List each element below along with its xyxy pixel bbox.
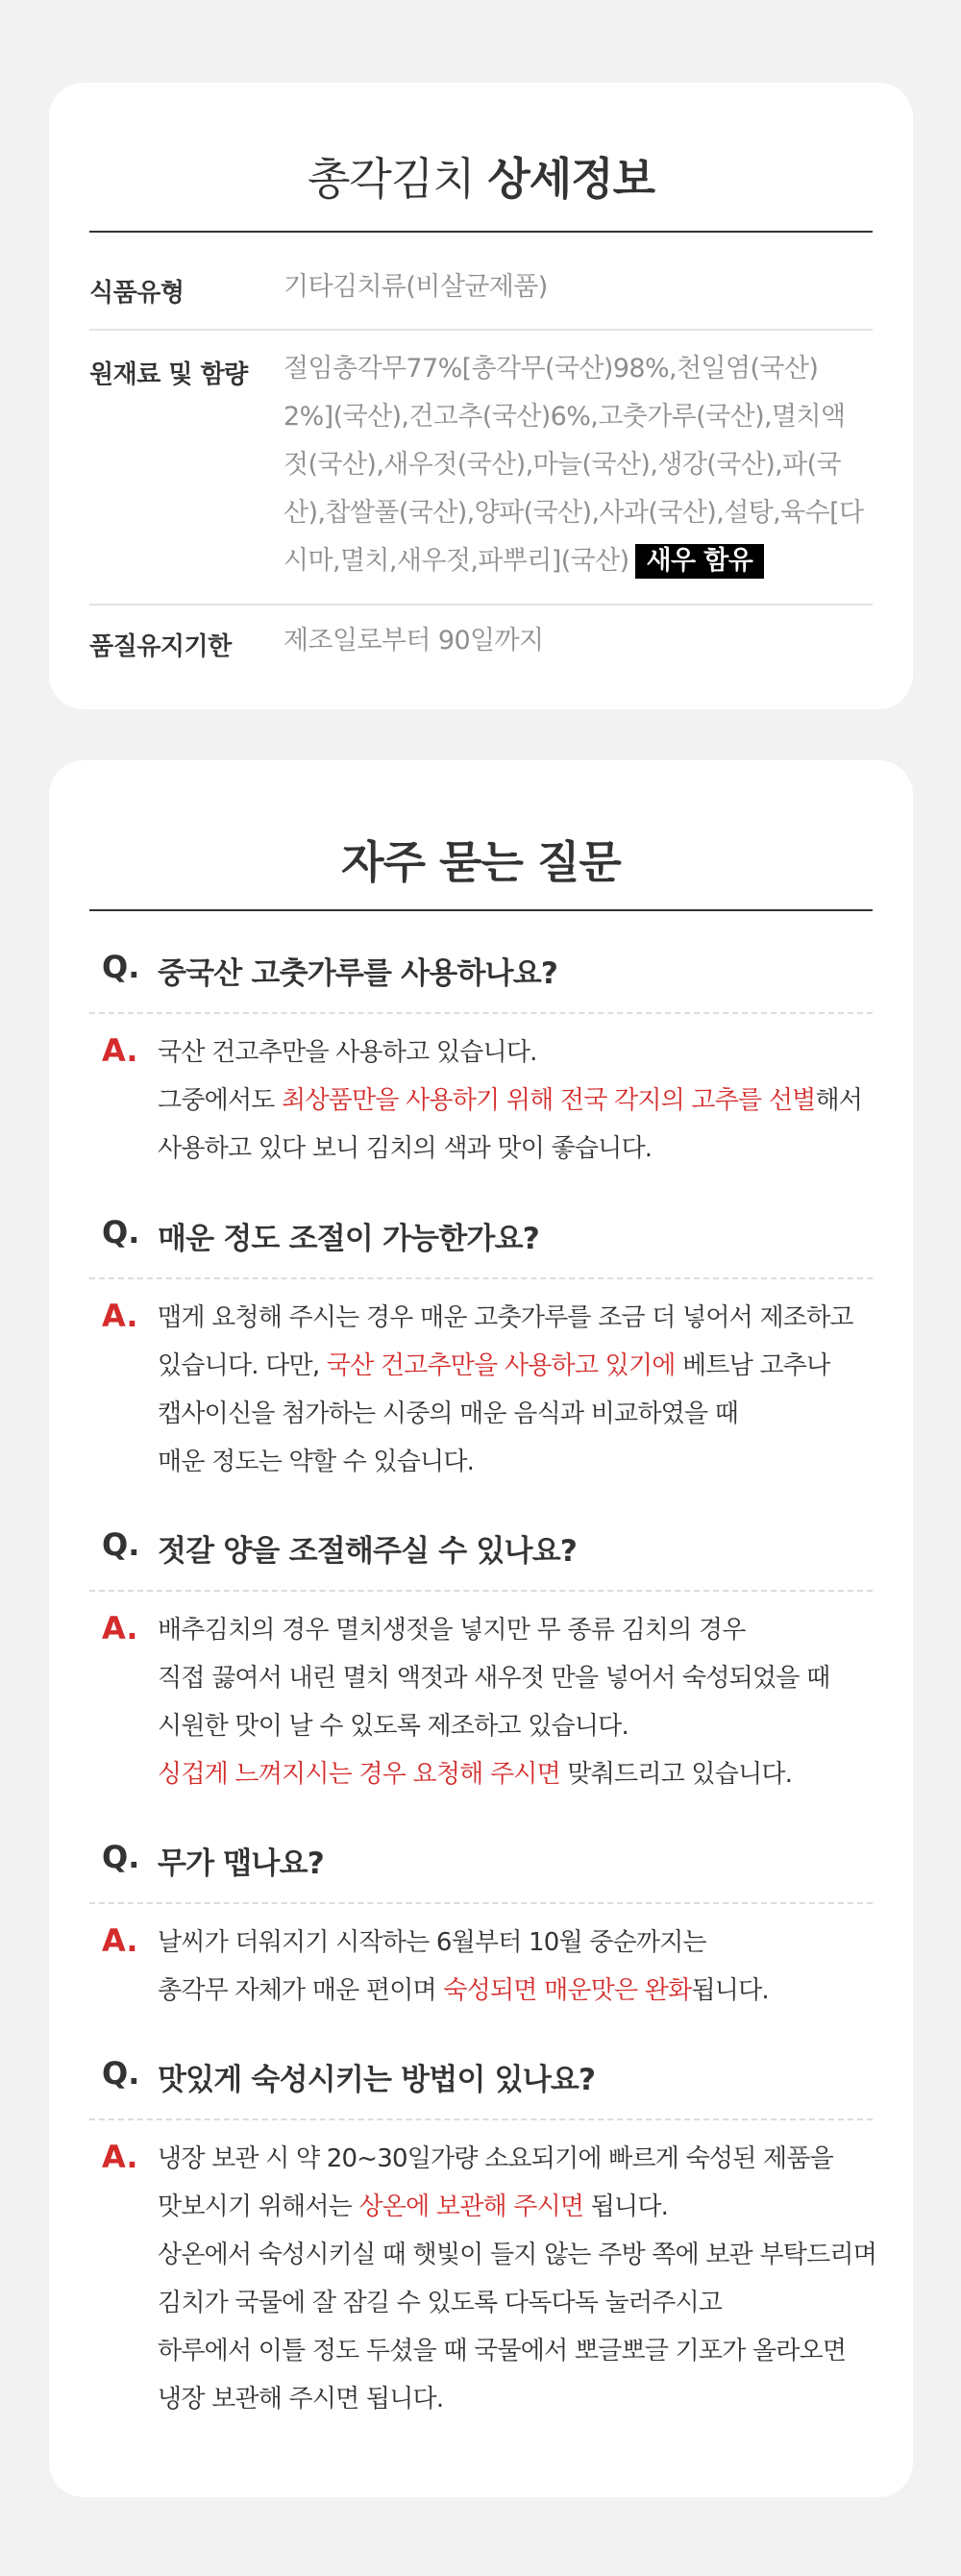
dashed-divider [89, 1277, 873, 1279]
answer-mark: A. [102, 2139, 138, 2175]
answer-segment: 있습니다. 다만, [158, 1351, 327, 1380]
answer-line: 맵게 요청해 주시는 경우 매운 고춧가루를 조금 더 넣어서 제조하고 [158, 1303, 853, 1332]
row-divider [89, 329, 873, 331]
answer-mark: A. [102, 1610, 138, 1647]
answer-mark: A. [102, 1922, 138, 1959]
question-mark: Q. [102, 1526, 140, 1563]
answer-text [158, 2135, 894, 2423]
title-divider [89, 909, 873, 911]
answer-line [158, 1342, 894, 1390]
answer-line [158, 1967, 894, 2015]
answer-line: 냉장 보관 시 약 20~30일가량 소요되기에 빠르게 숙성된 제품을 [158, 2144, 833, 2173]
question-mark: Q. [102, 1214, 140, 1251]
allergen-badge: 새우 함유 [635, 544, 765, 579]
question-mark: Q. [102, 1839, 140, 1875]
answer-line [158, 2183, 894, 2231]
answer-text [158, 1606, 894, 1798]
answer-text [158, 1919, 894, 2015]
info-label: 품질유지기한 [89, 632, 232, 661]
info-value: 기타김치류(비살균제품) [283, 272, 548, 302]
answer-line: 배추김치의 경우 멸치생젓을 넣지만 무 종류 김치의 경우 [158, 1616, 746, 1645]
answer-line: 상온에서 숙성시키실 때 햇빛이 들지 않는 주방 쪽에 보관 부탁드리며 [158, 2241, 877, 2269]
answer-segment: 해서 [815, 1086, 863, 1115]
ingredients-text: 절임총각무77%[총각무(국산)98%,천일염(국산)2%](국산),건고추(국산)6%,고춧가루(국산),멸치액젓(국산),새우젓(국산),마늘(국산),생강(국산),파(국산),찹쌀풀(국산),양파(국산),사과(국산),설탕,육수[다시마,멸치,새우젓,파뿌리](국산) [283, 354, 864, 576]
answer-line [158, 1077, 894, 1125]
dashed-divider [89, 1902, 873, 1904]
question-mark: Q. [102, 2055, 140, 2092]
faq-card [49, 760, 913, 2497]
info-value [283, 345, 867, 585]
answer-line: 하루에서 이틀 정도 두셨을 때 국물에서 뽀글뽀글 기포가 올라오면 [158, 2337, 847, 2365]
answer-highlight: 국산 건고추만을 사용하고 있기에 [326, 1351, 676, 1380]
answer-highlight: 싱겁게 느껴지시는 경우 요청해 주시면 [158, 1760, 560, 1789]
answer-line: 캡사이신을 첨가하는 시중의 매운 음식과 비교하였을 때 [158, 1399, 739, 1428]
answer-line: 사용하고 있다 보니 김치의 색과 맛이 좋습니다. [158, 1134, 653, 1163]
question-text: 매운 정도 조절이 가능한가요? [158, 1222, 539, 1256]
answer-line: 국산 건고추만을 사용하고 있습니다. [158, 1038, 537, 1067]
answer-segment: 맞춰드리고 있습니다. [559, 1760, 793, 1789]
faq-title: 자주 묻는 질문 [341, 836, 621, 888]
info-label: 원재료 및 함량 [89, 360, 248, 389]
answer-segment: 그중에서도 [158, 1086, 283, 1115]
answer-line: 시원한 맛이 날 수 있도록 제조하고 있습니다. [158, 1712, 628, 1741]
row-divider [89, 604, 873, 606]
dashed-divider [89, 2118, 873, 2120]
answer-segment: 맛보시기 위해서는 [158, 2192, 359, 2221]
info-title-product: 총각김치 [307, 153, 475, 205]
question-text: 중국산 고춧가루를 사용하나요? [158, 956, 558, 991]
answer-text [158, 1294, 894, 1486]
answer-line: 냉장 보관해 주시면 됩니다. [158, 2385, 444, 2414]
answer-highlight: 상온에 보관해 주시면 [358, 2192, 584, 2221]
title-divider [89, 231, 873, 233]
answer-highlight: 최상품만을 사용하기 위해 전국 각지의 고추를 선별 [282, 1086, 816, 1115]
info-label: 식품유형 [89, 279, 185, 308]
info-value: 제조일로부터 90일까지 [283, 626, 544, 656]
answer-mark: A. [102, 1032, 138, 1069]
question-text: 무가 맵나요? [158, 1846, 324, 1881]
answer-segment: 베트남 고추나 [675, 1351, 830, 1380]
answer-line: 날씨가 더워지기 시작하는 6월부터 10월 중순까지는 [158, 1928, 706, 1957]
answer-line: 김치가 국물에 잘 잠길 수 있도록 다독다독 눌러주시고 [158, 2289, 723, 2317]
answer-highlight: 숙성되면 매운맛은 완화 [443, 1976, 692, 2005]
answer-segment: 총각무 자체가 매운 편이며 [158, 1976, 444, 2005]
answer-segment: 됩니다. [691, 1976, 769, 2005]
question-mark: Q. [102, 949, 140, 985]
answer-text [158, 1028, 894, 1173]
info-title-detail: 상세정보 [487, 153, 655, 205]
answer-line [158, 1750, 894, 1798]
answer-line: 직접 끓여서 내린 멸치 액젓과 새우젓 만을 넣어서 숙성되었을 때 [158, 1664, 830, 1693]
dashed-divider [89, 1590, 873, 1592]
answer-mark: A. [102, 1298, 138, 1334]
answer-line: 매운 정도는 약할 수 있습니다. [158, 1448, 475, 1476]
question-text: 젓갈 양을 조절해주실 수 있나요? [158, 1534, 578, 1569]
answer-segment: 됩니다. [583, 2192, 669, 2221]
dashed-divider [89, 1012, 873, 1014]
info-title [49, 144, 913, 208]
product-info-card [49, 83, 913, 709]
question-text: 맛있게 숙성시키는 방법이 있나요? [158, 2063, 596, 2097]
